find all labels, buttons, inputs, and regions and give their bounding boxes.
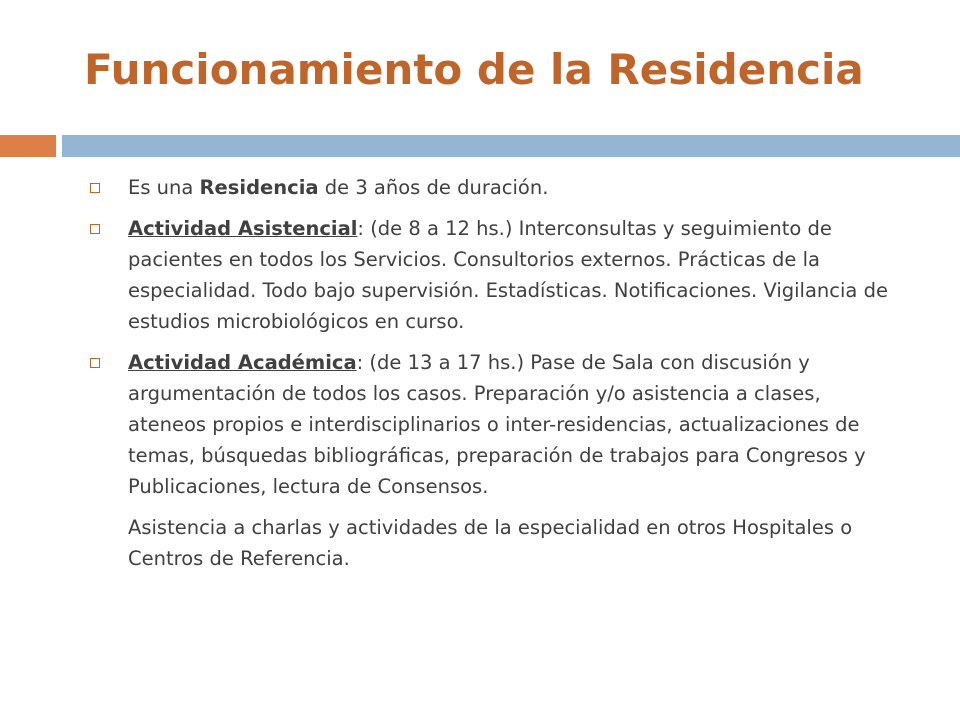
- bullet-item-academica: [84, 347, 894, 502]
- slide-title: Funcionamiento de la Residencia: [84, 45, 864, 94]
- slide-content: [84, 172, 894, 574]
- bullet-heading: Actividad Académica: [128, 351, 357, 374]
- square-bullet-icon: [90, 183, 100, 193]
- square-bullet-icon: [90, 224, 100, 234]
- bullet-heading: Actividad Asistencial: [128, 217, 358, 240]
- bullet-item-asistencial: [84, 213, 894, 337]
- bullet-text: : (de 8 a 12 hs.) Interconsultas y seguimiento de pacientes en todos los Servicios. Consultorios externos. Prácticas de la especialidad. Todo bajo supervisión. Estadísticas. Notificaciones. Vigilancia de estudios microbiológicos en curso.: [128, 217, 888, 333]
- accent-bar-blue: [62, 135, 960, 157]
- bullet-text: : (de 13 a 17 hs.) Pase de Sala con discusión y argumentación de todos los casos. Preparación y/o asistencia a clases, ateneos propios e interdisciplinarios o inter-residencias, actualizaciones de temas, búsquedas bibliográficas, preparación de trabajos para Congresos y Publicaciones, lectura de Consensos.: [128, 351, 866, 498]
- bullet-text-suffix: de 3 años de duración.: [318, 176, 549, 199]
- square-bullet-icon: [90, 358, 100, 368]
- accent-bar-orange: [0, 135, 56, 157]
- extra-paragraph: Asistencia a charlas y actividades de la especialidad en otros Hospitales o Centros de Referencia.: [128, 516, 853, 570]
- bullet-item-duration: [84, 172, 894, 203]
- bullet-text-prefix: Es una: [128, 176, 200, 199]
- bullet-text-bold: Residencia: [199, 176, 319, 199]
